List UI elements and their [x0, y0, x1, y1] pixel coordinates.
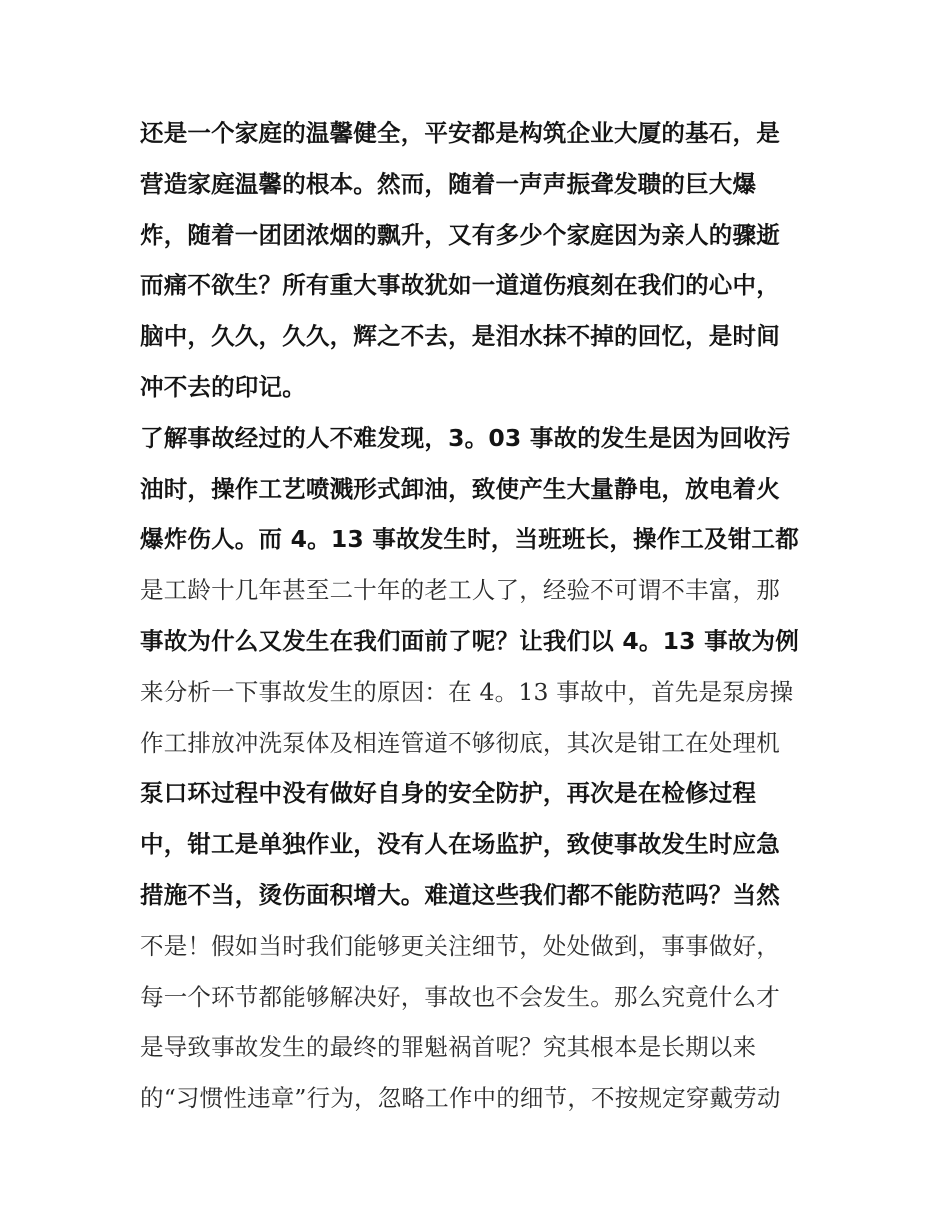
text-line: 的“习惯性违章”行为，忽略工作中的细节，不按规定穿戴劳动 — [140, 1084, 781, 1113]
text-line: 措施不当，烫伤面积增大。难道这些我们都不能防范吗？当然 — [140, 880, 780, 909]
text-line: 爆炸伤人。而 4。13 事故发生时，当班班长，操作工及钳工都 — [140, 525, 799, 554]
text-line: 来分析一下事故发生的原因：在 4。13 事故中，首先是泵房操 — [140, 677, 794, 706]
text-line: 是导致事故发生的最终的罪魁祸首呢？究其根本是长期以来 — [140, 1033, 757, 1062]
text-line: 冲不去的印记。 — [140, 372, 306, 401]
text-line: 了解事故经过的人不难发现，3。03 事故的发生是因为回收污 — [140, 423, 791, 452]
text-line: 还是一个家庭的温馨健全，平安都是构筑企业大厦的基石，是 — [140, 119, 780, 147]
text-line: 营造家庭温馨的根本。然而，随着一声声振聋发聩的巨大爆 — [140, 169, 757, 198]
text-line: 油时，操作工艺喷溅形式卸油，致使产生大量静电，放电着火 — [140, 474, 780, 503]
text-line: 而痛不欲生？所有重大事故犹如一道道伤痕刻在我们的心中， — [140, 271, 780, 300]
body-text — [140, 108, 812, 1124]
text-line: 炸，随着一团团浓烟的飘升，又有多少个家庭因为亲人的骤逝 — [140, 220, 780, 249]
text-line: 每一个环节都能够解决好，事故也不会发生。那么究竟什么才 — [140, 982, 780, 1011]
text-line: 作工排放冲洗泵体及相连管道不够彻底，其次是钳工在处理机 — [140, 728, 780, 757]
text-line: 事故为什么又发生在我们面前了呢？让我们以 4。13 事故为例 — [140, 626, 799, 655]
text-line: 是工龄十几年甚至二十年的老工人了，经验不可谓不丰富，那 — [140, 576, 780, 605]
text-line: 中，钳工是单独作业，没有人在场监护，致使事故发生时应急 — [140, 830, 780, 859]
text-line: 不是！假如当时我们能够更关注细节，处处做到，事事做好， — [140, 931, 780, 960]
text-line: 泵口环过程中没有做好自身的安全防护，再次是在检修过程 — [140, 779, 757, 808]
text-line: 脑中，久久，久久，辉之不去，是泪水抹不掉的回忆，是时间 — [140, 322, 780, 351]
